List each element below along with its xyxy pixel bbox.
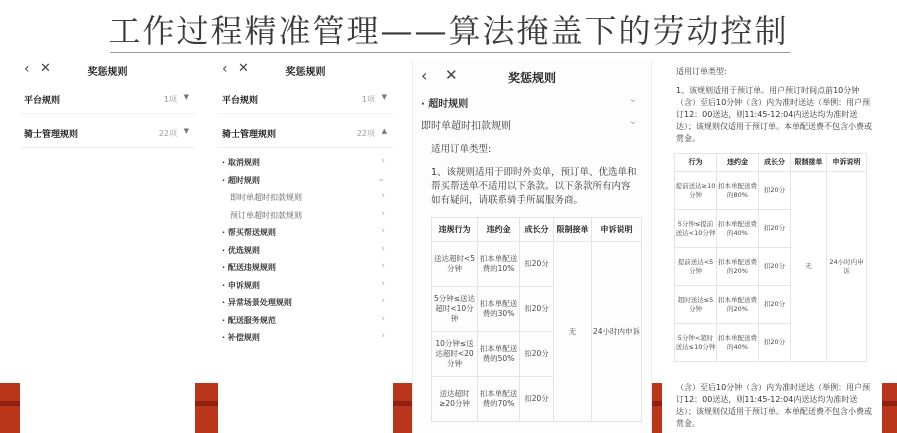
rule-description: 1、该规则适用于即时外卖单，预订单、优选单和帮买帮送单不适用以下条款。以下条款所有内容如有疑问，请联系骑手所属服务商。 (431, 167, 637, 206)
screen-instant-timeout-rule (412, 60, 652, 433)
section-label: · 超时规则 (421, 99, 469, 110)
row-count: 1项 (361, 95, 375, 104)
chevron-right-icon: › (381, 208, 385, 219)
table-row (432, 242, 642, 287)
overlay-text-box (662, 380, 882, 433)
rule-item-preferred[interactable] (218, 241, 393, 259)
chevron-right-icon: › (381, 261, 385, 271)
overlay-text: （含）至后10分钟（含）内为准时送达（举例：用户预订12：00送达，则11:45-12:04内送达均为准时送达）；该规则仅适用于预订单。本单配送费不包含小费或赏金。 (676, 383, 872, 428)
platform-rules-row[interactable] (218, 84, 393, 114)
table-header-row (675, 154, 867, 172)
score-cell: 扣20分 (520, 242, 554, 287)
behavior-cell: 5分钟<超时送达≤10分钟 (675, 324, 717, 362)
close-icon[interactable]: ✕ (238, 61, 249, 76)
chevron-right-icon: › (381, 278, 385, 289)
rule-label: · 异常场景处理规则 (222, 298, 292, 307)
back-arrow-icon[interactable]: ‹ (222, 61, 228, 77)
rule-label: 即时单超时扣款规则 (230, 193, 302, 202)
rule-label: · 取消规则 (222, 158, 260, 167)
slide-title: 工作过程精准管理——算法掩盖下的劳动控制 (108, 12, 789, 50)
score-cell: 扣20分 (520, 287, 554, 332)
rule-label: · 申诉规则 (222, 280, 260, 290)
chevron-right-icon: › (381, 331, 385, 341)
rule-label: · 帮买帮送规则 (222, 228, 276, 237)
row-label: 平台规则 (24, 96, 61, 106)
chevron-right-icon: › (381, 313, 385, 324)
behavior-cell: 超时送达≤5分钟 (675, 286, 717, 324)
penalty-cell: 扣本单配送费的50% (478, 332, 520, 377)
rule-item-exception[interactable] (218, 293, 393, 311)
rule-item-appeal[interactable] (218, 276, 393, 294)
score-cell: 扣20分 (759, 210, 791, 248)
screen-rules-collapsed (20, 60, 195, 433)
footer-bar (0, 383, 20, 433)
row-count: 22项 (356, 129, 375, 138)
rule-item-preorder-timeout[interactable] (218, 206, 393, 224)
screen-preorder-timeout-rule (662, 60, 882, 433)
order-type-label: 适用订单类型: (431, 144, 492, 155)
rule-label: · 配送违规规则 (222, 263, 276, 272)
header-cell: 限制接单 (554, 218, 592, 242)
rule-item-timeout[interactable] (218, 171, 393, 189)
penalty-table (674, 153, 867, 362)
title-divider (110, 52, 790, 53)
row-label: 骑士管理规则 (24, 130, 79, 140)
caret-down-icon: ▼ (183, 127, 189, 135)
chevron-right-icon: › (381, 156, 385, 166)
table-header-row (432, 218, 642, 242)
rider-rules-row[interactable] (20, 118, 195, 148)
penalty-table (431, 217, 642, 422)
section-timeout-rules[interactable] (413, 90, 651, 112)
behavior-cell: 送达超时<5分钟 (432, 242, 478, 287)
header-cell: 成长分 (520, 218, 554, 242)
nav-bar (218, 60, 393, 80)
score-cell: 扣20分 (759, 286, 791, 324)
behavior-cell: 提前送达<5分钟 (675, 248, 717, 286)
chevron-right-icon: › (381, 226, 385, 236)
header-cell: 申诉说明 (827, 154, 867, 172)
chevron-down-icon: ⌄ (628, 116, 637, 127)
rule-label: · 配送服务规范 (222, 315, 276, 325)
nav-title: 奖惩规则 (87, 67, 128, 78)
score-cell: 扣20分 (520, 332, 554, 377)
back-arrow-icon[interactable]: ‹ (24, 61, 30, 77)
header-cell: 限制接单 (791, 154, 827, 172)
row-label: 平台规则 (222, 96, 259, 106)
penalty-cell: 扣本单配送费的80% (717, 172, 759, 210)
score-cell: 扣20分 (759, 324, 791, 362)
penalty-cell: 扣本单配送费的30% (478, 287, 520, 332)
chevron-right-icon: › (381, 243, 385, 254)
footer-bar (652, 383, 662, 433)
close-icon[interactable]: ✕ (445, 66, 458, 84)
header-cell: 违规行为 (432, 218, 478, 242)
behavior-cell: 5分钟≤送达超时<10分钟 (432, 287, 478, 332)
rule-item-cancel[interactable] (218, 153, 393, 171)
appeal-cell: 24小时内申诉 (592, 242, 642, 422)
penalty-cell: 扣本单配送费的40% (717, 210, 759, 248)
chevron-down-icon: ⌄ (628, 94, 637, 105)
penalty-cell: 扣本单配送费的20% (717, 248, 759, 286)
back-arrow-icon[interactable]: ‹ (421, 66, 428, 85)
subsection-instant-timeout[interactable] (413, 112, 651, 134)
behavior-cell: 送达超时≥20分钟 (432, 377, 478, 422)
caret-up-icon: ▲ (381, 127, 387, 135)
caret-down-icon: ▼ (381, 93, 387, 101)
chevron-down-icon: ⌄ (377, 173, 385, 184)
row-count: 22项 (158, 129, 177, 138)
rule-description: 1、该规则适用于预订单。用户预订时间点前10分钟（含）至后10分钟（含）内为准时送达（举例：用户预订12：00送达，则11:45-12:04内送达均为准时送达）；该规则仅适用于预订单。本单配送费不包含小费或赏金。 (676, 86, 872, 143)
rule-label: · 超时规则 (222, 175, 260, 185)
restrict-cell: 无 (554, 242, 592, 422)
rule-item-service[interactable] (218, 311, 393, 329)
nav-bar (20, 60, 195, 80)
header-cell: 违约金 (478, 218, 520, 242)
rider-rules-row[interactable] (218, 118, 393, 148)
rule-item-instant-timeout[interactable] (218, 188, 393, 206)
behavior-cell: 10分钟≤送达超时<20分钟 (432, 332, 478, 377)
rule-label: 预订单超时扣款规则 (230, 210, 302, 220)
row-label: 骑士管理规则 (222, 130, 277, 140)
row-count: 1项 (163, 95, 177, 104)
rule-item-violation[interactable] (218, 258, 393, 276)
restrict-cell: 无 (791, 172, 827, 362)
close-icon[interactable]: ✕ (40, 61, 51, 76)
rule-label: · 优选规则 (222, 245, 260, 255)
table-row (675, 172, 867, 210)
score-cell: 扣20分 (759, 172, 791, 210)
behavior-cell: 5分钟≤提前送达<10分钟 (675, 210, 717, 248)
header-cell: 行为 (675, 154, 717, 172)
header-cell: 申诉说明 (592, 218, 642, 242)
chevron-right-icon: › (381, 191, 385, 201)
score-cell: 扣20分 (759, 248, 791, 286)
penalty-cell: 扣本单配送费的20% (717, 286, 759, 324)
penalty-cell: 扣本单配送费的10% (478, 242, 520, 287)
footer-bar (195, 383, 218, 433)
score-cell: 扣20分 (520, 377, 554, 422)
subsection-label: 即时单超时扣款规则 (421, 121, 511, 132)
footer-bar (393, 383, 412, 433)
nav-bar (413, 60, 651, 90)
rule-item-buy-deliver[interactable] (218, 223, 393, 241)
appeal-cell: 24小时内申诉 (827, 172, 867, 362)
behavior-cell: 提前送达≥10分钟 (675, 172, 717, 210)
footer-bar (882, 383, 897, 433)
nav-title: 奖惩规则 (507, 71, 556, 85)
chevron-right-icon: › (381, 296, 385, 306)
header-cell: 成长分 (759, 154, 791, 172)
rule-label: · 补偿规则 (222, 333, 260, 342)
screen-rules-expanded (218, 60, 393, 433)
rule-item-compensation[interactable] (218, 328, 393, 346)
header-cell: 违约金 (717, 154, 759, 172)
penalty-cell: 扣本单配送费的70% (478, 377, 520, 422)
caret-down-icon: ▼ (183, 93, 189, 101)
penalty-cell: 扣本单配送费的40% (717, 324, 759, 362)
platform-rules-row[interactable] (20, 84, 195, 114)
nav-title: 奖惩规则 (285, 67, 326, 78)
order-type-label: 适用订单类型: (676, 67, 727, 76)
